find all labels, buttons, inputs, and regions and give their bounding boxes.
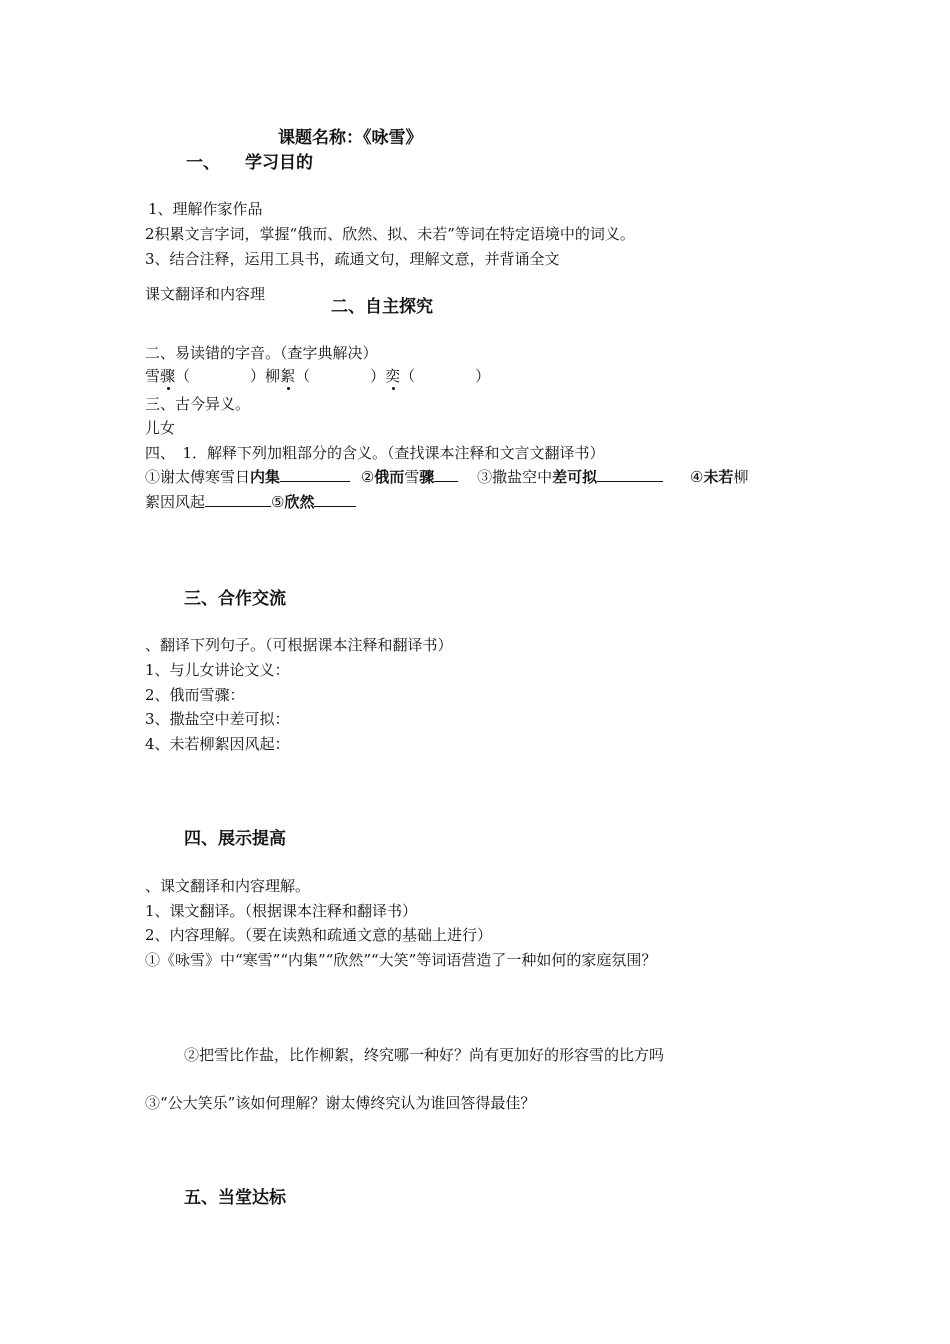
understanding-question: ①《咏雪》中“寒雪”“内集”“欣然”“大笑”等词语营造了一种如何的家庭氛围？ <box>145 951 657 969</box>
objective-item: 3、结合注释，运用工具书，疏通文句，理解文意，并背诵全文 <box>145 250 560 268</box>
dotted-char: 絮 <box>280 367 296 385</box>
translate-item: 2、俄而雪骤： <box>145 686 245 704</box>
explain-number: ⑤ <box>271 493 285 511</box>
answer-blank[interactable] <box>434 467 458 482</box>
understanding-item: 1、课文翻译。（根据课本注释和翻译书） <box>145 902 418 920</box>
dotted-char: 奕 <box>385 367 401 385</box>
section4-heading: 四、展示提高 <box>184 829 286 849</box>
explain-row-1 <box>145 467 748 487</box>
section2-heading: 二、自主探究 <box>331 297 433 317</box>
explain-number: ④ <box>689 468 704 486</box>
ancient-meaning-title: 三、古今异义。 <box>145 395 251 413</box>
answer-blank[interactable] <box>314 492 356 507</box>
dotted-char: 骤 <box>160 367 176 385</box>
bold-term: 未若 <box>703 468 734 486</box>
ancient-meaning-item: 儿女 <box>145 419 176 437</box>
bold-term: 俄而 <box>374 468 405 486</box>
pronunciation-row <box>145 366 490 386</box>
explain-text: ③撒盐空中 <box>477 468 553 486</box>
objective-item: 1、理解作家作品 <box>148 200 263 218</box>
explain-text: ①谢太傅寒雪日 <box>145 468 251 486</box>
explain-row-2 <box>145 492 356 512</box>
understanding-question: ②把雪比作盐，比作柳絮，终究哪一种好？尚有更加好的形容雪的比方吗 <box>184 1046 665 1064</box>
bold-term: 欣然 <box>284 493 315 511</box>
bold-term: 内集 <box>250 468 281 486</box>
pinyin-blank: （ ） <box>400 367 491 385</box>
section1-number: 一、 <box>186 153 220 173</box>
objective-extra: 课文翻译和内容理 <box>145 285 266 303</box>
answer-blank[interactable] <box>597 467 663 482</box>
pinyin-blank: （ ） <box>175 367 266 385</box>
translate-item: 3、撒盐空中差可拟： <box>145 710 290 728</box>
understanding-item: 2、内容理解。（要在读熟和疏通文意的基础上进行） <box>145 926 493 944</box>
answer-blank[interactable] <box>205 492 271 507</box>
pronunciation-title: 二、易读错的字音。（查字典解决） <box>145 344 378 362</box>
section5-heading: 五、当堂达标 <box>184 1188 286 1208</box>
explain-text: 絮因风起 <box>145 493 206 511</box>
explain-text: 柳 <box>733 468 749 486</box>
translate-intro: 、翻译下列句子。（可根据课本注释和翻译书） <box>145 636 453 654</box>
answer-blank[interactable] <box>280 467 350 482</box>
explain-number: ② <box>360 468 375 486</box>
bold-term: 骤 <box>419 468 435 486</box>
word: 柳 <box>265 367 281 385</box>
understanding-intro: 、课文翻译和内容理解。 <box>145 877 311 895</box>
page-title: 课题名称：《咏雪》 <box>278 128 423 148</box>
pinyin-blank: （ ） <box>295 367 386 385</box>
translate-item: 4、未若柳絮因风起： <box>145 735 290 753</box>
objective-item: 2积累文言字词，掌握“俄而、欣然、拟、未若”等词在特定语境中的词义。 <box>145 225 635 243</box>
word: 雪 <box>145 367 161 385</box>
section1-heading: 学习目的 <box>245 153 313 173</box>
section3-heading: 三、合作交流 <box>184 589 286 609</box>
explain-title: 四、 1．解释下列加粗部分的含义。（查找课本注释和文言文翻译书） <box>145 444 605 462</box>
understanding-question: ③“公大笑乐”该如何理解？谢太傅终究认为谁回答得最佳？ <box>145 1094 536 1112</box>
translate-item: 1、与儿女讲论文义： <box>145 661 290 679</box>
bold-term: 差可拟 <box>552 468 598 486</box>
explain-text: 雪 <box>404 468 420 486</box>
